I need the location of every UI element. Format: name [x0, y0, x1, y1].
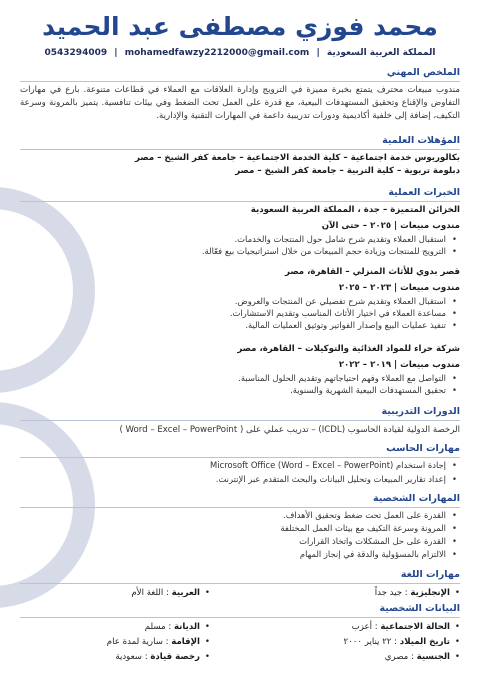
- skill-item: • القدرة على العمل تحت ضغط وتحقيق الأهداف.: [283, 510, 446, 522]
- skill-item: • القدرة على حل المشكلات واتخاذ القرارات: [299, 536, 446, 548]
- computer-item: • إعداد تقارير المبيعات وتحليل البيانات والبحث المتقدم عبر الإنترنت.: [216, 474, 446, 486]
- experience-title: الخبرات العملية: [388, 187, 460, 198]
- job-bullet: • تنفيذ عمليات البيع وإصدار الفواتير وتوثيق العمليات المالية.: [245, 320, 446, 332]
- divider: [20, 583, 460, 584]
- contact-line: المملكة العربية السعودية | mohamedfawzy2212000@gmail.com | 0543294009: [44, 48, 436, 58]
- summary-title: الملخص المهني: [386, 67, 460, 78]
- candidate-name: محمد فوزي مصطفى عبد الحميد: [42, 12, 438, 41]
- email-link[interactable]: mohamedfawzy2212000@gmail.com: [124, 48, 310, 58]
- job-role: مندوب مبيعات | ٢٠٢٥ – حتى الآن: [321, 221, 460, 231]
- driving-license: رخصة قيادة : سعودية: [115, 652, 200, 662]
- job-company: شركة حراء للمواد الغذائية والتوكيلات – القاهرة، مصر: [237, 344, 460, 354]
- residence: الإقامة : سارية لمدة عام: [106, 637, 200, 647]
- marital-status: الحالة الاجتماعية : أعزب: [351, 622, 450, 632]
- skills-title: المهارات الشخصية: [373, 493, 460, 504]
- education-item: دبلومة تربوية – كلية التربية – جامعة كفر الشيخ – مصر: [235, 166, 460, 176]
- divider: [20, 81, 460, 82]
- course-item: الرخصة الدولية لقيادة الحاسوب (ICDL) – تدريب عملي على ( Word – Excel – PowerPoint ): [119, 425, 460, 435]
- courses-title: الدورات التدريبية: [381, 406, 460, 417]
- summary-text: مندوب مبيعات محترف يتمتع بخبرة مميزة في الترويج وإدارة العلاقات مع العملاء في قطاعات متنوعة. بارع في مهارات التفاوض والإقناع وتحقيق المستهدفات البيعية، مع قدرة على العمل تحت الضغط وفي بيئات تنافسية. يتميز بالمرونة وسرعة التكيف، إضافة إلى خلفية أكاديمية ودورات تدريبية داعمة في المهارات التقنية والإدارية.: [20, 85, 460, 121]
- divider: [20, 420, 460, 421]
- education-item: بكالوريوس خدمة اجتماعية – كلية الخدمة الاجتماعية – جامعة كفر الشيخ – مصر: [135, 153, 460, 163]
- nationality: الجنسية : مصري: [384, 652, 450, 662]
- job-bullet: • استقبال العملاء وتقديم شرح شامل حول المنتجات والخدمات.: [235, 234, 446, 246]
- personal-data-title: البيانات الشخصية: [379, 603, 460, 614]
- divider: [20, 149, 460, 150]
- language-arabic: العربية : اللغة الأم: [131, 588, 200, 598]
- job-bullet: • استقبال العملاء وتقديم شرح تفصيلي عن المنتجات والعروض.: [235, 296, 446, 308]
- personal-row: • تاريخ الميلاد : ٢٢ يناير ٢٠٠٠ • الإقامة : سارية لمدة عام: [106, 637, 460, 647]
- divider: [20, 201, 460, 202]
- job-company: الخزائن المتميزة – جدة ، المملكة العربية السعودية: [250, 205, 460, 215]
- skill-item: • المرونة وسرعة التكيف مع بيئات العمل المختلفة: [280, 523, 446, 535]
- religion: الديانة : مسلم: [144, 622, 200, 632]
- job-role: مندوب مبيعات | ٢٠١٩ – ٢٠٢٢: [338, 360, 460, 370]
- job-bullet: • التواصل مع العملاء وفهم احتياجاتهم وتقديم الحلول المناسبة.: [238, 373, 446, 385]
- location-text: المملكة العربية السعودية: [326, 48, 436, 58]
- job-bullet: • تحقيق المستهدفات البيعية الشهرية والسنوية.: [290, 385, 446, 397]
- divider: [20, 457, 460, 458]
- job-bullet: • الترويج للمنتجات وزيادة حجم المبيعات من خلال استراتيجيات بيع فعّالة.: [202, 246, 446, 258]
- language-english: الإنجليزية : جيد جداً: [374, 588, 450, 598]
- divider: [20, 507, 460, 508]
- personal-row: • الحالة الاجتماعية : أعزب • الديانة : مسلم: [144, 622, 460, 632]
- skill-item: • الالتزام بالمسؤولية والدقة في إنجاز المهام: [300, 549, 446, 561]
- divider: [20, 617, 460, 618]
- job-bullet: • مساعدة العملاء في اختيار الأثاث المناسب وتقديم الاستشارات.: [230, 308, 446, 320]
- education-title: المؤهلات العلمية: [382, 135, 460, 146]
- computer-item: • إجادة استخدام Microsoft Office (Word – Excel – PowerPoint): [210, 460, 446, 472]
- job-role: مندوب مبيعات | ٢٠٢٣ – ٢٠٢٥: [338, 283, 460, 293]
- languages-row: • الإنجليزية : جيد جداً • العربية : اللغة الأم: [131, 588, 460, 598]
- languages-title: مهارات اللغة: [400, 569, 460, 580]
- birth-date: تاريخ الميلاد : ٢٢ يناير ٢٠٠٠: [343, 637, 450, 647]
- personal-row: • الجنسية : مصري • رخصة قيادة : سعودية: [115, 652, 460, 662]
- phone-number: 0543294009: [44, 48, 108, 58]
- job-company: قصر بدوي للأثاث المنزلي – القاهرة، مصر: [284, 267, 460, 277]
- computer-title: مهارات الحاسب: [386, 443, 460, 454]
